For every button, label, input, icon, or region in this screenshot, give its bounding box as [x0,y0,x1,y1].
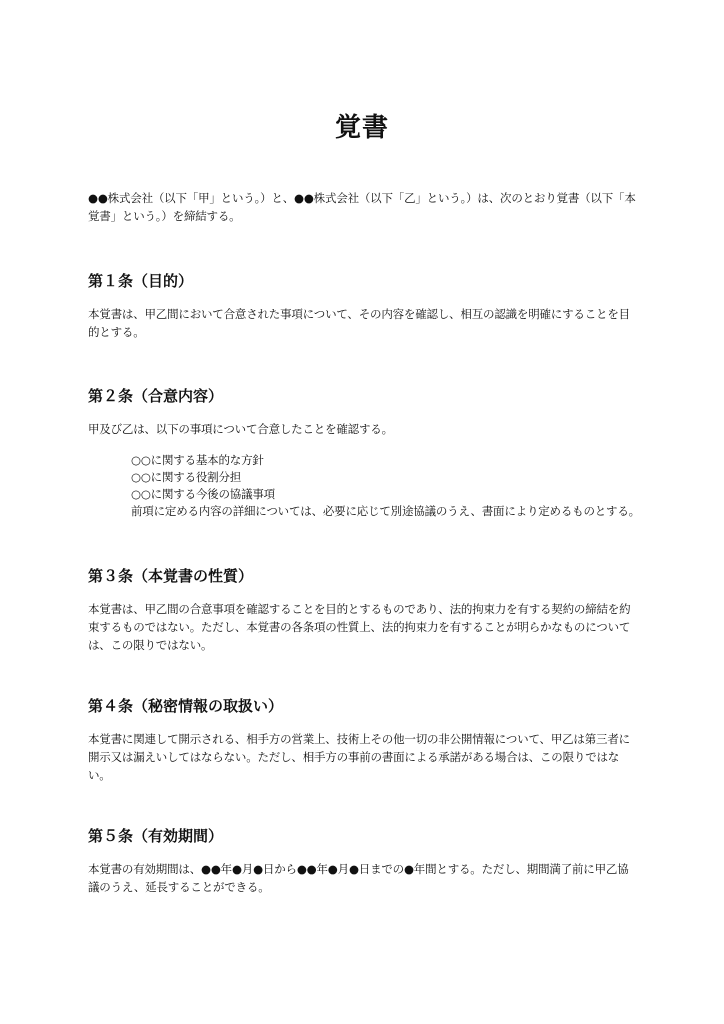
list-item: ○○に関する役割分担 [131,470,242,484]
article-1-body: 本覚書は、甲乙間において合意された事項について、その内容を確認し、相互の認識を明確にすることを目的とする。 [88,307,630,339]
list-item: ○○に関する今後の協議事項 [131,487,275,501]
list-item: ○○に関する基本的な方針 [131,453,264,467]
article-4-heading: 第４条（秘密情報の取扱い） [88,697,284,715]
preamble-paragraph: ●●株式会社（以下「甲」という。）と、●●株式会社（以下「乙」という。）は、次のとおり覚書（以下「本覚書」という。）を締結する。 [88,191,636,223]
article-2-items [131,452,641,520]
article-2-body: 甲及び乙は、以下の事項について合意したことを確認する。 [88,422,393,436]
article-4-body: 本覚書に関連して開示される、相手方の営業上、技術上その他一切の非公開情報について、甲乙は第三者に開示又は漏えいしてはならない。ただし、相手方の事前の書面による承諾がある場合は、この限りではない。 [88,732,630,782]
article-2-heading: 第２条（合意内容） [88,387,224,405]
article-3-body: 本覚書は、甲乙間の合意事項を確認することを目的とするものであり、法的拘束力を有する契約の締結を約束するものではない。ただし、本覚書の各条項の性質上、法的拘束力を有することが明らかなものについては、この限りではない。 [88,602,631,652]
article-1-heading: 第１条（目的） [88,272,194,290]
list-item: 前項に定める内容の詳細については、必要に応じて別途協議のうえ、書面により定めるものとする。 [131,504,640,518]
article-5-body: 本覚書の有効期間は、●●年●月●日から●●年●月●日までの●年間とする。ただし、期間満了前に甲乙協議のうえ、延長することができる。 [88,862,629,894]
article-5-heading: 第５条（有効期間） [88,827,224,845]
document-title: 覚書 [334,113,389,143]
article-3-heading: 第３条（本覚書の性質） [88,567,254,585]
